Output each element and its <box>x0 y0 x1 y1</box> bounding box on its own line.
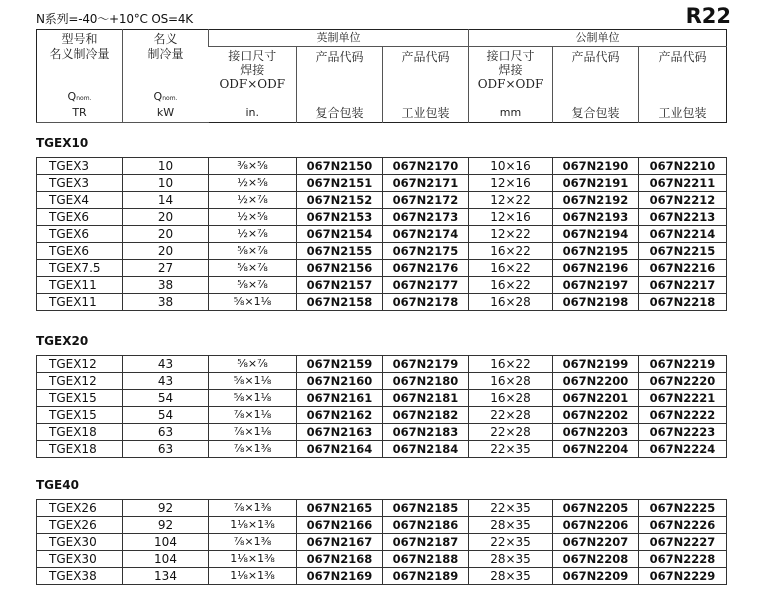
metric-connection-cell: 22×35 <box>469 534 553 551</box>
metric-combo-code-header <box>553 47 639 123</box>
metric-combo-code-cell: 067N2195 <box>553 243 639 260</box>
imperial-connection-cell: ⅞×1⅜ <box>209 441 297 458</box>
group-title: TGEX10 <box>36 136 89 150</box>
metric-industrial-code-cell: 067N2217 <box>639 277 727 294</box>
table-row <box>37 226 727 243</box>
metric-connection-cell: 28×35 <box>469 568 553 585</box>
table-row <box>37 260 727 277</box>
model-cell: TGEX26 <box>37 500 123 517</box>
metric-connection-cell: 22×28 <box>469 424 553 441</box>
model-cell: TGEX18 <box>37 441 123 458</box>
metric-units-header: 公制单位 <box>469 30 727 47</box>
imperial-industrial-code-cell: 067N2172 <box>383 192 469 209</box>
capacity-cell: 92 <box>123 517 209 534</box>
capacity-cell: 38 <box>123 277 209 294</box>
metric-connection-cell: 16×28 <box>469 390 553 407</box>
capacity-cell: 54 <box>123 390 209 407</box>
imperial-combo-code-cell: 067N2164 <box>297 441 383 458</box>
metric-industrial-code-header <box>639 47 727 123</box>
table-row <box>37 175 727 192</box>
imperial-combo-code-cell: 067N2165 <box>297 500 383 517</box>
model-cell: TGEX15 <box>37 407 123 424</box>
metric-combo-code-cell: 067N2201 <box>553 390 639 407</box>
metric-connection-header <box>469 47 553 123</box>
metric-connection-cell: 16×22 <box>469 277 553 294</box>
metric-connection-cell: 28×35 <box>469 551 553 568</box>
imperial-combo-code-cell: 067N2150 <box>297 158 383 175</box>
imperial-combo-code-cell: 067N2168 <box>297 551 383 568</box>
capacity-cell: 63 <box>123 424 209 441</box>
table-row <box>37 356 727 373</box>
model-header <box>37 30 123 123</box>
imperial-connection-cell: ⅝×⅞ <box>209 277 297 294</box>
metric-industrial-code-cell: 067N2222 <box>639 407 727 424</box>
imperial-industrial-code-cell: 067N2175 <box>383 243 469 260</box>
table-row <box>37 568 727 585</box>
imperial-combo-code-cell: 067N2158 <box>297 294 383 311</box>
metric-connection-cell: 22×28 <box>469 407 553 424</box>
metric-industrial-code-cell: 067N2225 <box>639 500 727 517</box>
capacity-cell: 10 <box>123 175 209 192</box>
model-cell: TGEX3 <box>37 158 123 175</box>
imperial-combo-code-cell: 067N2167 <box>297 534 383 551</box>
metric-industrial-code-cell: 067N2219 <box>639 356 727 373</box>
model-cell: TGEX3 <box>37 175 123 192</box>
imperial-industrial-code-cell: 067N2182 <box>383 407 469 424</box>
capacity-cell: 20 <box>123 243 209 260</box>
model-cell: TGEX30 <box>37 551 123 568</box>
imperial-industrial-code-cell: 067N2177 <box>383 277 469 294</box>
capacity-cell: 43 <box>123 373 209 390</box>
imperial-combo-code-cell: 067N2159 <box>297 356 383 373</box>
combo-pack-label: 复合包装 <box>571 106 620 120</box>
imperial-combo-code-header <box>297 47 383 123</box>
metric-combo-code-cell: 067N2205 <box>553 500 639 517</box>
imperial-combo-code-cell: 067N2161 <box>297 390 383 407</box>
metric-connection-cell: 28×35 <box>469 517 553 534</box>
metric-connection-cell: 12×16 <box>469 209 553 226</box>
imperial-industrial-code-cell: 067N2171 <box>383 175 469 192</box>
capacity-cell: 38 <box>123 294 209 311</box>
capacity-unit-label: Qnom. kW <box>153 90 178 119</box>
imperial-connection-cell: ⅝×1⅛ <box>209 390 297 407</box>
imperial-connection-cell: ½×⅞ <box>209 192 297 209</box>
model-cell: TGEX30 <box>37 534 123 551</box>
imperial-connection-cell: ½×⅝ <box>209 209 297 226</box>
metric-industrial-code-cell: 067N2220 <box>639 373 727 390</box>
table-row <box>37 500 727 517</box>
imperial-industrial-code-cell: 067N2183 <box>383 424 469 441</box>
metric-combo-code-cell: 067N2202 <box>553 407 639 424</box>
imperial-combo-code-cell: 067N2160 <box>297 373 383 390</box>
industrial-pack-label: 工业包装 <box>401 106 450 120</box>
imperial-connection-cell: ⅝×⅞ <box>209 356 297 373</box>
product-table <box>36 355 727 458</box>
metric-industrial-code-cell: 067N2211 <box>639 175 727 192</box>
imperial-combo-code-cell: 067N2152 <box>297 192 383 209</box>
metric-connection-label: 接口尺寸 焊接 ODF×ODF <box>477 49 544 92</box>
refrigerant-code: R22 <box>685 4 731 28</box>
capacity-header <box>123 30 209 123</box>
imperial-industrial-code-cell: 067N2186 <box>383 517 469 534</box>
metric-combo-code-cell: 067N2194 <box>553 226 639 243</box>
capacity-cell: 134 <box>123 568 209 585</box>
model-cell: TGEX12 <box>37 356 123 373</box>
table-row <box>37 517 727 534</box>
table-row <box>37 243 727 260</box>
imperial-connection-header <box>209 47 297 123</box>
metric-combo-code-cell: 067N2191 <box>553 175 639 192</box>
imperial-industrial-code-cell: 067N2178 <box>383 294 469 311</box>
table-row <box>37 373 727 390</box>
capacity-cell: 43 <box>123 356 209 373</box>
capacity-cell: 27 <box>123 260 209 277</box>
table-row <box>37 192 727 209</box>
metric-connection-unit: mm <box>499 106 522 119</box>
imperial-connection-cell: ⅞×1⅜ <box>209 534 297 551</box>
capacity-cell: 20 <box>123 209 209 226</box>
model-cell: TGEX11 <box>37 294 123 311</box>
group-title: TGEX20 <box>36 334 89 348</box>
metric-industrial-code-cell: 067N2215 <box>639 243 727 260</box>
imperial-industrial-code-cell: 067N2185 <box>383 500 469 517</box>
imperial-combo-code-cell: 067N2163 <box>297 424 383 441</box>
metric-combo-code-cell: 067N2209 <box>553 568 639 585</box>
metric-connection-cell: 12×16 <box>469 175 553 192</box>
imperial-connection-cell: ⅝×1⅛ <box>209 294 297 311</box>
capacity-cell: 63 <box>123 441 209 458</box>
capacity-cell: 92 <box>123 500 209 517</box>
metric-combo-code-cell: 067N2196 <box>553 260 639 277</box>
model-cell: TGEX6 <box>37 209 123 226</box>
model-cell: TGEX11 <box>37 277 123 294</box>
metric-industrial-code-cell: 067N2227 <box>639 534 727 551</box>
metric-combo-code-cell: 067N2207 <box>553 534 639 551</box>
imperial-connection-cell: ⅝×⅞ <box>209 260 297 277</box>
imperial-connection-cell: ½×⅝ <box>209 175 297 192</box>
table-row <box>37 277 727 294</box>
capacity-header-label: 名义 制冷量 <box>147 32 184 61</box>
imperial-industrial-code-cell: 067N2176 <box>383 260 469 277</box>
metric-combo-code-cell: 067N2190 <box>553 158 639 175</box>
metric-industrial-code-cell: 067N2214 <box>639 226 727 243</box>
metric-connection-cell: 16×22 <box>469 243 553 260</box>
imperial-industrial-code-cell: 067N2180 <box>383 373 469 390</box>
table-row <box>37 424 727 441</box>
metric-connection-cell: 22×35 <box>469 441 553 458</box>
table-row <box>37 390 727 407</box>
metric-connection-cell: 16×28 <box>469 373 553 390</box>
imperial-combo-code-cell: 067N2154 <box>297 226 383 243</box>
imperial-connection-cell: ½×⅞ <box>209 226 297 243</box>
metric-industrial-code-cell: 067N2212 <box>639 192 727 209</box>
metric-industrial-code-cell: 067N2221 <box>639 390 727 407</box>
imperial-industrial-code-cell: 067N2187 <box>383 534 469 551</box>
imperial-industrial-code-cell: 067N2170 <box>383 158 469 175</box>
metric-combo-code-cell: 067N2203 <box>553 424 639 441</box>
imperial-combo-code-cell: 067N2156 <box>297 260 383 277</box>
model-cell: TGEX6 <box>37 226 123 243</box>
metric-connection-cell: 16×28 <box>469 294 553 311</box>
code-label: 产品代码 <box>401 50 450 65</box>
capacity-cell: 14 <box>123 192 209 209</box>
capacity-cell: 104 <box>123 534 209 551</box>
imperial-industrial-code-cell: 067N2181 <box>383 390 469 407</box>
imperial-combo-code-cell: 067N2157 <box>297 277 383 294</box>
metric-combo-code-cell: 067N2208 <box>553 551 639 568</box>
metric-connection-cell: 10×16 <box>469 158 553 175</box>
imperial-industrial-code-cell: 067N2174 <box>383 226 469 243</box>
table-row <box>37 209 727 226</box>
combo-pack-label: 复合包装 <box>315 106 364 120</box>
imperial-connection-cell: ⅝×1⅛ <box>209 373 297 390</box>
metric-combo-code-cell: 067N2204 <box>553 441 639 458</box>
metric-combo-code-cell: 067N2200 <box>553 373 639 390</box>
metric-combo-code-cell: 067N2199 <box>553 356 639 373</box>
model-cell: TGEX26 <box>37 517 123 534</box>
imperial-combo-code-cell: 067N2153 <box>297 209 383 226</box>
metric-connection-cell: 12×22 <box>469 192 553 209</box>
table-row <box>37 407 727 424</box>
imperial-industrial-code-header <box>383 47 469 123</box>
table-row <box>37 441 727 458</box>
imperial-connection-unit: in. <box>245 106 260 119</box>
metric-combo-code-cell: 067N2192 <box>553 192 639 209</box>
code-label: 产品代码 <box>658 50 707 65</box>
metric-industrial-code-cell: 067N2223 <box>639 424 727 441</box>
metric-combo-code-cell: 067N2193 <box>553 209 639 226</box>
capacity-cell: 54 <box>123 407 209 424</box>
metric-combo-code-cell: 067N2198 <box>553 294 639 311</box>
capacity-cell: 10 <box>123 158 209 175</box>
column-header-table <box>36 29 727 123</box>
metric-connection-cell: 12×22 <box>469 226 553 243</box>
table-row <box>37 158 727 175</box>
imperial-combo-code-cell: 067N2162 <box>297 407 383 424</box>
metric-industrial-code-cell: 067N2218 <box>639 294 727 311</box>
imperial-combo-code-cell: 067N2155 <box>297 243 383 260</box>
code-label: 产品代码 <box>315 50 364 65</box>
imperial-combo-code-cell: 067N2151 <box>297 175 383 192</box>
table-row <box>37 534 727 551</box>
capacity-cell: 20 <box>123 226 209 243</box>
capacity-cell: 104 <box>123 551 209 568</box>
model-header-label: 型号和 名义制冷量 <box>49 32 110 61</box>
model-cell: TGEX7.5 <box>37 260 123 277</box>
model-cell: TGEX4 <box>37 192 123 209</box>
series-condition-text: N系列=-40～+10°C OS=4K <box>36 12 193 26</box>
imperial-connection-cell: ⅞×1⅛ <box>209 407 297 424</box>
imperial-connection-cell: 1⅛×1⅜ <box>209 551 297 568</box>
model-cell: TGEX6 <box>37 243 123 260</box>
metric-industrial-code-cell: 067N2226 <box>639 517 727 534</box>
model-cell: TGEX15 <box>37 390 123 407</box>
imperial-connection-cell: ⅜×⅝ <box>209 158 297 175</box>
model-unit-label: Qnom. TR <box>67 90 92 119</box>
metric-industrial-code-cell: 067N2228 <box>639 551 727 568</box>
imperial-combo-code-cell: 067N2169 <box>297 568 383 585</box>
imperial-industrial-code-cell: 067N2179 <box>383 356 469 373</box>
metric-combo-code-cell: 067N2197 <box>553 277 639 294</box>
metric-industrial-code-cell: 067N2229 <box>639 568 727 585</box>
imperial-connection-cell: 1⅛×1⅜ <box>209 517 297 534</box>
metric-industrial-code-cell: 067N2224 <box>639 441 727 458</box>
imperial-combo-code-cell: 067N2166 <box>297 517 383 534</box>
metric-connection-cell: 22×35 <box>469 500 553 517</box>
group-title: TGE40 <box>36 478 79 492</box>
imperial-industrial-code-cell: 067N2188 <box>383 551 469 568</box>
imperial-connection-cell: ⅝×⅞ <box>209 243 297 260</box>
imperial-connection-cell: ⅞×1⅛ <box>209 424 297 441</box>
model-cell: TGEX18 <box>37 424 123 441</box>
model-cell: TGEX38 <box>37 568 123 585</box>
industrial-pack-label: 工业包装 <box>658 106 707 120</box>
table-row <box>37 294 727 311</box>
imperial-industrial-code-cell: 067N2173 <box>383 209 469 226</box>
imperial-connection-label: 接口尺寸 焊接 ODF×ODF <box>219 49 286 92</box>
metric-industrial-code-cell: 067N2210 <box>639 158 727 175</box>
metric-industrial-code-cell: 067N2216 <box>639 260 727 277</box>
code-label: 产品代码 <box>571 50 620 65</box>
imperial-industrial-code-cell: 067N2189 <box>383 568 469 585</box>
table-row <box>37 551 727 568</box>
model-cell: TGEX12 <box>37 373 123 390</box>
imperial-industrial-code-cell: 067N2184 <box>383 441 469 458</box>
metric-connection-cell: 16×22 <box>469 356 553 373</box>
metric-connection-cell: 16×22 <box>469 260 553 277</box>
imperial-units-header: 英制单位 <box>209 30 469 47</box>
metric-combo-code-cell: 067N2206 <box>553 517 639 534</box>
imperial-connection-cell: ⅞×1⅜ <box>209 500 297 517</box>
product-table <box>36 499 727 585</box>
product-table <box>36 157 727 311</box>
imperial-connection-cell: 1⅛×1⅜ <box>209 568 297 585</box>
metric-industrial-code-cell: 067N2213 <box>639 209 727 226</box>
